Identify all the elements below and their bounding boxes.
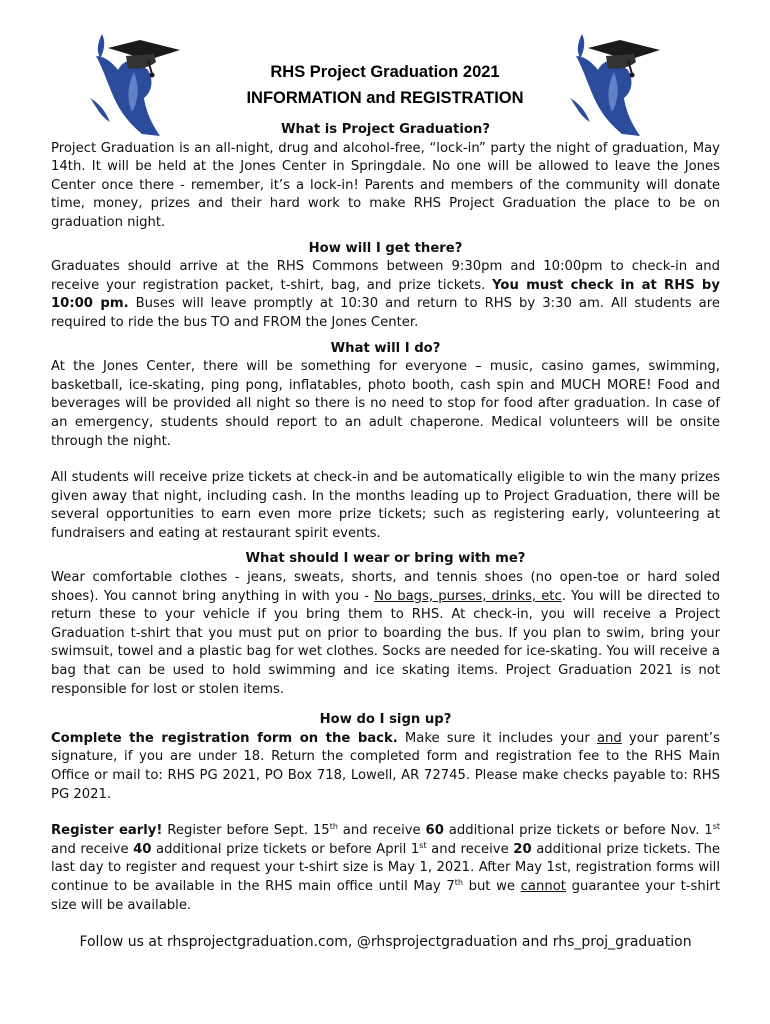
complete-form-instruction: Complete the registration form on the back.: [51, 730, 398, 746]
para-sign-up: [51, 730, 720, 804]
early-text-8: but we: [462, 878, 521, 894]
early-sup-4: th: [454, 877, 463, 887]
early-text-5: additional prize tickets or before April 1: [151, 841, 420, 857]
early-text-3: additional prize tickets or before Nov. 1: [443, 823, 713, 839]
early-sup-2: st: [712, 822, 720, 832]
cannot-underlined: cannot: [520, 878, 566, 894]
early-text-4: and receive: [51, 841, 134, 857]
early-sup-3: st: [419, 840, 427, 850]
wear-text-b: . You will be directed to return these to your vehicle if you bring them to RHS. At check-in, you will receive a Project Graduation t-shirt that you must put on prior to boarding the bus. If you plan to swim, bring your swimsuit, towel and a plastic bag for wet clothes. Socks are needed for ice-skating. You will receive a bag that can be used to hold swimming and ice skating items. Project Graduation 2021 is not responsible for lost or stolen items.: [51, 588, 720, 697]
early-sup-1: th: [329, 822, 338, 832]
early-text-2: and receive: [337, 823, 426, 839]
how-text-a: Graduates should arrive at the RHS Commons between 9:30pm and 10:00pm to check-in and receive your registration packet, t-shirt, bag, and prize tickets.: [51, 259, 720, 293]
heading-what-is: What is Project Graduation?: [281, 122, 490, 137]
early-text-1: Register before Sept. 15: [162, 823, 330, 839]
early-tickets-40: 40: [133, 841, 152, 857]
early-text-6: and receive: [426, 841, 514, 857]
early-tickets-20: 20: [513, 841, 532, 857]
title-line-2: INFORMATION and REGISTRATION: [246, 89, 524, 107]
para-register-early: [51, 822, 720, 915]
early-tickets-60: 60: [425, 823, 444, 839]
para-how-get-there: [51, 258, 720, 332]
early-text-9: guarantee your t-shirt size will be available.: [51, 878, 720, 913]
signup-text-b: your parent’s signature, if you are under 18. Return the completed form and registration fee to the RHS Main Office or mail to: RHS PG 2021, PO Box 718, Lowell, AR 72745. Please make checks payable to: RHS PG 2021.: [51, 730, 720, 802]
how-text-b: Buses will leave promptly at 10:30 and return to RHS by 3:30 am. All students are required to ride the bus TO and FROM the Jones Center.: [51, 296, 720, 330]
heading-what-will-i-do: What will I do?: [330, 340, 441, 356]
title-line-1: RHS Project Graduation 2021: [270, 63, 500, 81]
check-in-deadline: You must check in at RHS by 10:00 pm.: [51, 277, 720, 312]
heading-how-get-there: How will I get there?: [308, 240, 463, 256]
register-early-lead: Register early!: [51, 823, 163, 839]
signup-text-a: Make sure it includes your: [397, 730, 597, 746]
footer-follow-us: Follow us at rhsprojectgraduation.com, @rhsprojectgraduation and rhs_proj_graduation: [79, 934, 692, 951]
document-body: [51, 121, 720, 952]
para-what-is: Project Graduation is an all-night, drug and alcohol-free, “lock-in” party the night of graduation, May 14th. It will be held at the Jones Center in Springdale. No one will be allowed to leave the Jones Center once there - remember, it’s a lock-in! Parents and members of the community will donate time, money, prizes and their hard work to make RHS Project Graduation the place to be on graduation night.: [51, 140, 720, 230]
para-what-to-wear: [51, 569, 720, 699]
document-title: [0, 59, 770, 111]
heading-how-sign-up: How do I sign up?: [319, 712, 452, 728]
wear-text-a: Wear comfortable clothes - jeans, sweats, shorts, and tennis shoes (no open-toe or hard soled shoes). You cannot bring anything in with you -: [51, 570, 720, 604]
heading-what-to-wear: What should I wear or bring with me?: [245, 551, 526, 567]
and-underlined: and: [596, 730, 622, 746]
para-activities: At the Jones Center, there will be something for everyone – music, casino games, swimming, basketball, ice-skating, ping pong, inflatables, photo booth, cash spin and MUCH MORE! Food and beverages will be provided all night so there is no need to stop for food after graduation. In case of an emergency, students should report to an adult chaperone. Medical volunteers will be onsite through the night.: [51, 359, 720, 449]
para-prize-tickets: All students will receive prize tickets at check-in and be automatically eligible to win the many prizes given away that night, including cash. In the months leading up to Project Graduation, there will be several opportunities to earn even more prize tickets; such as registering early, volunteering at fundraisers and eating at restaurant spirit events.: [51, 470, 720, 541]
no-bags-notice: No bags, purses, drinks, etc: [374, 588, 562, 604]
early-text-7: additional prize tickets. The last day to register and request your t-shirt size is May 1, 2021. After May 1st, registration forms will continue to be available in the RHS main office until May 7: [51, 841, 720, 894]
